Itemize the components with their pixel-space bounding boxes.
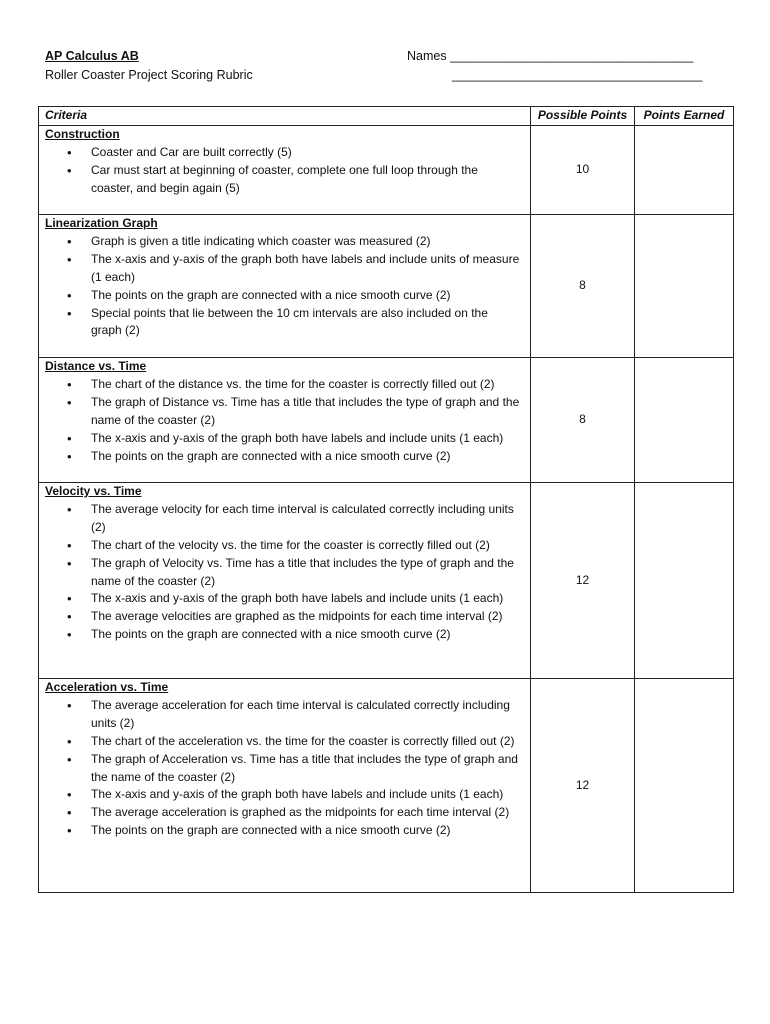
list-item: • The x-axis and y-axis of the graph both have labels and include units (1 each) [45, 590, 524, 608]
table-header-row [39, 107, 734, 126]
possible-points-cell: 8 [531, 358, 635, 483]
list-item: • The points on the graph are connected with a nice smooth curve (2) [45, 822, 524, 840]
list-item: • The average velocity for each time interval is calculated correctly including units (2) [45, 501, 524, 537]
rubric-table [38, 106, 734, 893]
possible-points-cell: 12 [531, 483, 635, 679]
list-item: • The x-axis and y-axis of the graph both have labels and include units (1 each) [45, 786, 524, 804]
section-title: Linearization Graph [45, 216, 158, 230]
list-item: • The average acceleration for each time interval is calculated correctly including units (2) [45, 697, 524, 733]
section-title: Construction [45, 127, 120, 141]
list-item: • The points on the graph are connected with a nice smooth curve (2) [45, 448, 524, 466]
list-item: • The chart of the distance vs. the time for the coaster is correctly filled out (2) [45, 376, 524, 394]
names-field-line-2: ____________________________________ [452, 68, 703, 82]
criteria-list [45, 376, 524, 466]
points-earned-cell[interactable] [635, 679, 734, 893]
points-earned-cell[interactable] [635, 483, 734, 679]
section-title: Acceleration vs. Time [45, 680, 169, 694]
names-field: Names ___________________________________ [407, 49, 694, 63]
course-title: AP Calculus AB [45, 49, 139, 63]
criteria-cell [39, 483, 531, 679]
criteria-list [45, 697, 524, 840]
criteria-list [45, 144, 524, 198]
possible-points-cell: 10 [531, 126, 635, 215]
list-item: • The average acceleration is graphed as the midpoints for each time interval (2) [45, 804, 524, 822]
table-row [39, 358, 734, 483]
points-earned-cell[interactable] [635, 215, 734, 358]
list-item: • The graph of Distance vs. Time has a title that includes the type of graph and the name of the coaster (2) [45, 394, 524, 430]
list-item: • The x-axis and y-axis of the graph both have labels and include units (1 each) [45, 430, 524, 448]
criteria-list [45, 501, 524, 644]
list-item: • Special points that lie between the 10 cm intervals are also included on the graph (2) [45, 305, 524, 341]
list-item: • The graph of Acceleration vs. Time has a title that includes the type of graph and the name of the coaster (2) [45, 751, 524, 787]
criteria-cell [39, 126, 531, 215]
table-row [39, 679, 734, 893]
criteria-list [45, 233, 524, 340]
points-earned-header: Points Earned [635, 107, 734, 126]
list-item: • The chart of the acceleration vs. the time for the coaster is correctly filled out (2) [45, 733, 524, 751]
section-title: Distance vs. Time [45, 359, 147, 373]
list-item: • The graph of Velocity vs. Time has a title that includes the type of graph and the name of the coaster (2) [45, 555, 524, 591]
table-row [39, 483, 734, 679]
list-item: • Car must start at beginning of coaster, complete one full loop through the coaster, and begin again (5) [45, 162, 524, 198]
list-item: • The chart of the velocity vs. the time for the coaster is correctly filled out (2) [45, 537, 524, 555]
section-title: Velocity vs. Time [45, 484, 142, 498]
list-item: • The average velocities are graphed as the midpoints for each time interval (2) [45, 608, 524, 626]
criteria-cell [39, 679, 531, 893]
criteria-cell [39, 358, 531, 483]
list-item: • The x-axis and y-axis of the graph both have labels and include units of measure (1 each) [45, 251, 524, 287]
criteria-cell [39, 215, 531, 358]
points-earned-cell[interactable] [635, 126, 734, 215]
list-item: • The points on the graph are connected with a nice smooth curve (2) [45, 626, 524, 644]
points-earned-cell[interactable] [635, 358, 734, 483]
table-row [39, 215, 734, 358]
possible-points-cell: 12 [531, 679, 635, 893]
list-item: • The points on the graph are connected with a nice smooth curve (2) [45, 287, 524, 305]
possible-points-cell: 8 [531, 215, 635, 358]
document-subtitle: Roller Coaster Project Scoring Rubric [45, 68, 253, 82]
list-item: • Graph is given a title indicating which coaster was measured (2) [45, 233, 524, 251]
table-row [39, 126, 734, 215]
possible-points-header: Possible Points [531, 107, 635, 126]
criteria-header: Criteria [39, 107, 531, 126]
rubric-body [39, 126, 734, 893]
list-item: • Coaster and Car are built correctly (5) [45, 144, 524, 162]
